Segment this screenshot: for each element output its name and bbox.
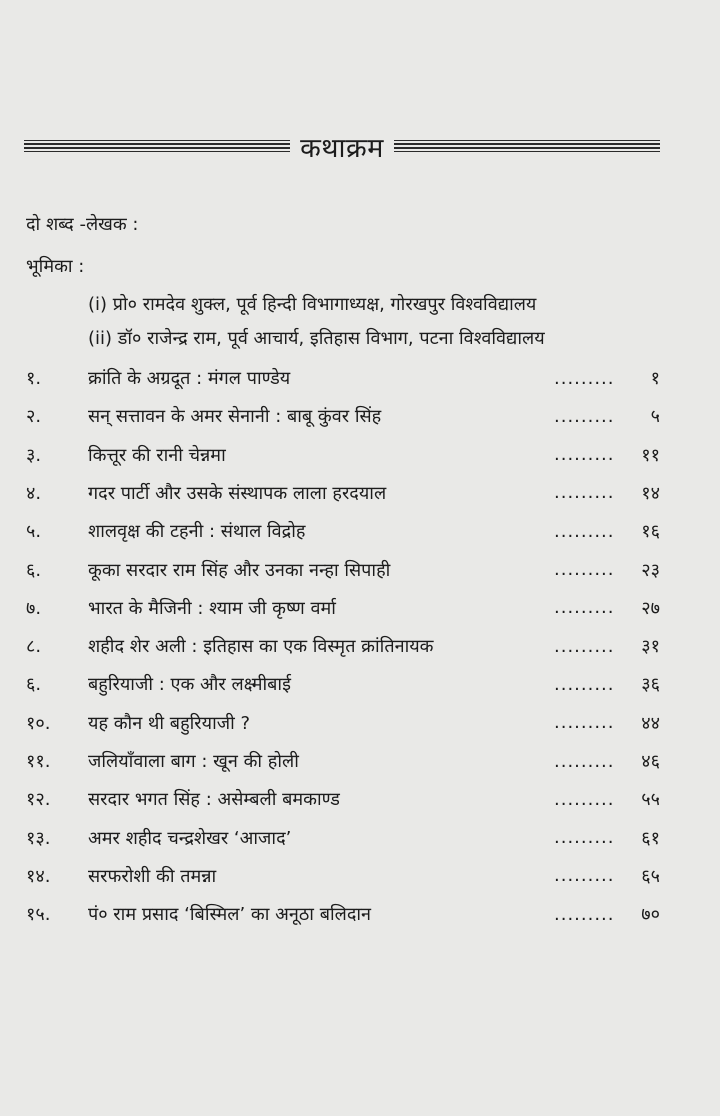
toc-entry xyxy=(26,555,660,585)
entry-page: १ xyxy=(650,368,660,389)
entry-number: १०. xyxy=(26,712,51,734)
entry-number: ८. xyxy=(26,636,42,658)
entry-page: २३ xyxy=(641,559,660,581)
toc-entry xyxy=(26,746,660,776)
toc-entry xyxy=(26,631,660,661)
dot-leader: ......... xyxy=(554,444,615,466)
entry-page: ५५ xyxy=(641,789,660,811)
dot-leader: ......... xyxy=(554,559,615,580)
entry-page: ३६ xyxy=(641,674,660,696)
preface-line: दो शब्द -लेखक : xyxy=(26,214,139,235)
entry-title: अमर शहीद चन्द्रशेखर ‘आजाद’ xyxy=(88,827,292,849)
dot-leader: ......... xyxy=(554,597,615,619)
toc-entry xyxy=(26,823,660,853)
entry-number: ४. xyxy=(26,482,42,504)
entry-title: शहीद शेर अली : इतिहास का एक विस्मृत क्रांतिनायक xyxy=(88,636,434,658)
dot-leader: ......... xyxy=(554,750,615,772)
toc-entry xyxy=(26,708,660,738)
dot-leader: ......... xyxy=(554,673,615,695)
entry-number: ६. xyxy=(26,674,42,696)
dot-leader: ......... xyxy=(554,520,615,542)
entry-title: सरदार भगत सिंह : असेम्बली बमकाण्ड xyxy=(88,789,340,811)
entry-title: कूका सरदार राम सिंह और उनका नन्हा सिपाही xyxy=(88,559,391,581)
entry-page: ६५ xyxy=(641,865,660,887)
entry-page: ७० xyxy=(641,904,660,926)
entry-number: ५. xyxy=(26,521,42,543)
entry-number: २. xyxy=(26,406,42,428)
toc-entry xyxy=(26,401,660,431)
entry-page: ५ xyxy=(650,406,660,428)
entry-page: २७ xyxy=(641,597,660,619)
entry-title: जलियाँवाला बाग : खून की होली xyxy=(88,751,299,772)
dot-leader: ......... xyxy=(554,712,615,734)
toc-entry xyxy=(26,363,660,393)
entry-number: १२. xyxy=(26,789,51,811)
toc-title: कथाक्रम xyxy=(300,132,384,164)
entry-number: १४. xyxy=(26,865,51,887)
intro-item: (i) प्रो० रामदेव शुक्ल, पूर्व हिन्दी विभागाध्यक्ष, गोरखपुर विश्वविद्यालय xyxy=(88,294,537,315)
right-ornamental-rule xyxy=(394,140,660,153)
dot-leader: ......... xyxy=(554,788,615,810)
toc-header xyxy=(24,124,660,168)
entry-title: सन् सत्तावन के अमर सेनानी : बाबू कुंवर सिंह xyxy=(88,406,382,428)
entry-title: गदर पार्टी और उसके संस्थापक लाला हरदयाल xyxy=(88,482,387,504)
entry-number: ७. xyxy=(26,597,42,619)
entry-title: क्रांति के अग्रदूत : मंगल पाण्डेय xyxy=(88,368,291,389)
entry-title: पं० राम प्रसाद ‘बिस्मिल’ का अनूठा बलिदान xyxy=(88,904,372,926)
entry-page: ११ xyxy=(641,444,660,466)
entry-title: बहुरियाजी : एक और लक्ष्मीबाई xyxy=(88,674,291,696)
entry-title: कित्तूर की रानी चेन्नमा xyxy=(88,444,226,466)
entry-page: १४ xyxy=(641,482,660,504)
entry-number: १५. xyxy=(26,904,51,926)
toc-entry xyxy=(26,516,660,546)
dot-leader: ......... xyxy=(554,405,615,427)
entry-title: शालवृक्ष की टहनी : संथाल विद्रोह xyxy=(88,521,306,543)
dot-leader: ......... xyxy=(554,482,615,504)
entry-page: १६ xyxy=(641,521,660,543)
toc-entry xyxy=(26,440,660,470)
toc-entry xyxy=(26,593,660,623)
intro-label: भूमिका : xyxy=(26,256,85,277)
dot-leader: ......... xyxy=(554,865,615,887)
dot-leader: ......... xyxy=(554,827,615,849)
entry-number: १३. xyxy=(26,827,51,849)
toc-entry xyxy=(26,784,660,814)
entry-title: यह कौन थी बहुरियाजी ? xyxy=(88,712,251,734)
toc-entry xyxy=(26,861,660,891)
intro-item: (ii) डॉ० राजेन्द्र राम, पूर्व आचार्य, इतिहास विभाग, पटना विश्वविद्यालय xyxy=(88,328,545,349)
toc-entry xyxy=(26,669,660,699)
entry-page: ६१ xyxy=(641,827,660,849)
entry-page: ४४ xyxy=(641,712,660,734)
entry-page: ४६ xyxy=(641,751,660,772)
toc-entry xyxy=(26,899,660,929)
dot-leader: ......... xyxy=(554,635,615,657)
entry-title: भारत के मैजिनी : श्याम जी कृष्ण वर्मा xyxy=(88,597,336,619)
entry-number: ३. xyxy=(26,444,42,466)
entry-page: ३१ xyxy=(641,636,660,658)
left-ornamental-rule xyxy=(24,140,290,153)
dot-leader: ......... xyxy=(554,367,615,389)
entry-number: ६. xyxy=(26,559,42,581)
entry-number: १. xyxy=(26,368,42,389)
toc-entry xyxy=(26,478,660,508)
entry-number: ११. xyxy=(26,751,51,772)
dot-leader: ......... xyxy=(554,903,615,925)
entry-title: सरफरोशी की तमन्ना xyxy=(88,865,217,887)
